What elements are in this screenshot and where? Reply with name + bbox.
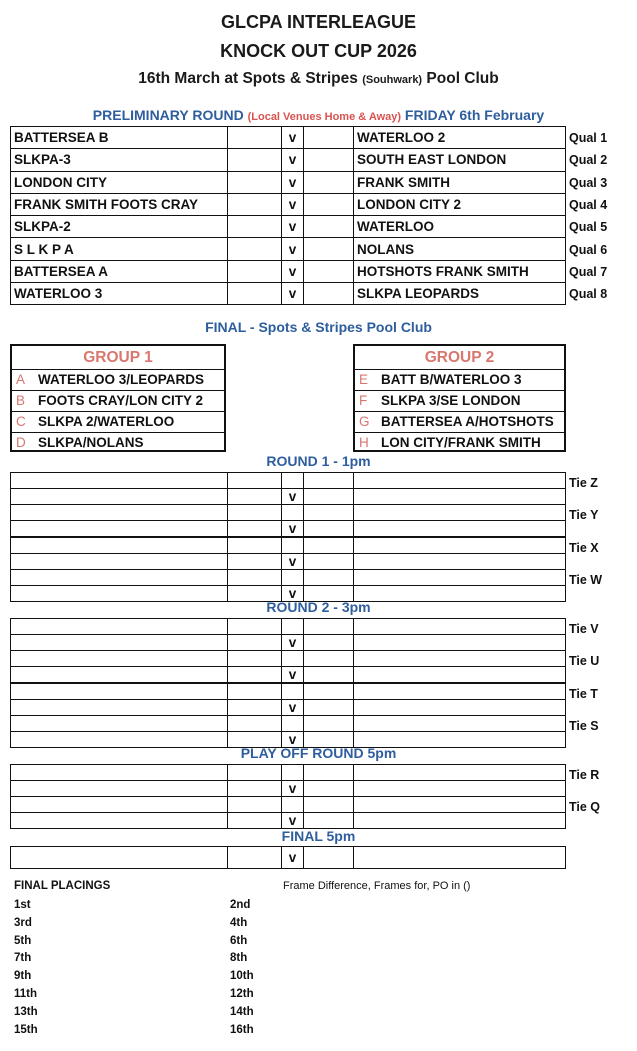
playoff-home-score[interactable] bbox=[228, 781, 282, 797]
playoff-tie-label: Tie R bbox=[569, 768, 600, 782]
placing-left: 11th bbox=[14, 988, 38, 1000]
group2-row-team: BATTERSEA A/HOTSHOTS bbox=[381, 414, 554, 429]
group2-row bbox=[355, 370, 564, 391]
round-2-away-score[interactable] bbox=[304, 683, 354, 699]
round-1-title: ROUND 1 - 1pm bbox=[266, 453, 371, 469]
preliminary-title-date: FRIDAY 6th February bbox=[404, 107, 545, 123]
playoff-home-cell[interactable] bbox=[11, 781, 228, 797]
round-2-vs bbox=[282, 619, 304, 635]
group1-row-letter: D bbox=[16, 435, 26, 450]
round-1-home-score[interactable] bbox=[228, 569, 282, 585]
round-1-fixture-row bbox=[11, 553, 566, 569]
preliminary-away-team: FRANK SMITH bbox=[354, 171, 566, 193]
playoff-home-cell[interactable] bbox=[11, 765, 228, 781]
group1-row-letter: A bbox=[16, 372, 26, 387]
round-2-home-cell[interactable] bbox=[11, 635, 228, 651]
preliminary-home-score[interactable] bbox=[228, 216, 282, 238]
preliminary-home-score[interactable] bbox=[228, 127, 282, 149]
round-2-away-score[interactable] bbox=[304, 715, 354, 731]
preliminary-vs: v bbox=[282, 149, 304, 171]
playoff-fixture-row bbox=[11, 765, 566, 781]
round-1-home-score[interactable] bbox=[228, 505, 282, 521]
round-1-vs bbox=[282, 473, 304, 489]
playoff-home-cell[interactable] bbox=[11, 797, 228, 813]
round-1-away-score[interactable] bbox=[304, 569, 354, 585]
playoff-home-cell[interactable] bbox=[11, 813, 228, 829]
round-2-fixture-row bbox=[11, 619, 566, 635]
preliminary-home-team: BATTERSEA A bbox=[11, 260, 228, 282]
preliminary-away-team: LONDON CITY 2 bbox=[354, 193, 566, 215]
playoff-home-score[interactable] bbox=[228, 765, 282, 781]
preliminary-home-team: SLKPA-3 bbox=[11, 149, 228, 171]
preliminary-row bbox=[11, 193, 566, 215]
placing-left: 15th bbox=[14, 1023, 38, 1036]
final-venue-title: FINAL - Spots & Stripes Pool Club bbox=[205, 319, 432, 335]
placing-right: 2nd bbox=[230, 899, 251, 911]
placing-right: 14th bbox=[230, 1005, 254, 1018]
round-1-tie-label: Tie Z bbox=[569, 476, 598, 490]
final-table bbox=[10, 846, 566, 869]
final-vs: v bbox=[282, 847, 304, 869]
placing-right: 4th bbox=[230, 916, 248, 929]
round-2-fixture-row bbox=[11, 667, 566, 683]
round-1-fixture-row bbox=[11, 489, 566, 505]
final-away-score[interactable] bbox=[304, 847, 354, 869]
round-1-vs bbox=[282, 537, 304, 553]
round-1-away-score[interactable] bbox=[304, 553, 354, 569]
round-2-away-cell[interactable] bbox=[354, 619, 566, 635]
round-2-vs bbox=[282, 651, 304, 667]
preliminary-vs: v bbox=[282, 216, 304, 238]
round-2-fixture-row bbox=[11, 715, 566, 731]
playoff-away-score[interactable] bbox=[304, 781, 354, 797]
round-1-vs: v bbox=[282, 521, 304, 537]
round-2-fixture-row bbox=[11, 699, 566, 715]
playoff-vs: v bbox=[282, 781, 304, 797]
round-2-home-cell[interactable] bbox=[11, 683, 228, 699]
group2-row bbox=[355, 412, 564, 433]
round-1-tie-label: Tie W bbox=[569, 572, 603, 587]
group1-row bbox=[12, 412, 224, 433]
round-2-away-cell[interactable] bbox=[354, 715, 566, 731]
round-2-fixture bbox=[10, 683, 566, 716]
preliminary-vs: v bbox=[282, 283, 304, 305]
round-1-home-score[interactable] bbox=[228, 537, 282, 553]
round-2-away-score[interactable] bbox=[304, 667, 354, 683]
round-1-fixture-row bbox=[11, 521, 566, 537]
header-line-1: GLCPA INTERLEAGUE bbox=[220, 12, 416, 32]
preliminary-vs: v bbox=[282, 171, 304, 193]
round-2-away-cell[interactable] bbox=[354, 635, 566, 651]
group1-row-letter: B bbox=[16, 393, 26, 408]
round-2-away-score[interactable] bbox=[304, 635, 354, 651]
preliminary-home-team: BATTERSEA B bbox=[11, 127, 228, 149]
placing-right: 8th bbox=[230, 952, 248, 965]
playoff-away-cell[interactable] bbox=[354, 765, 566, 781]
group2-row bbox=[355, 433, 564, 453]
placing-left: 7th bbox=[14, 952, 32, 965]
header-line-3 bbox=[0, 70, 637, 88]
qual-label: Qual 1 bbox=[569, 131, 608, 145]
round-1-home-score[interactable] bbox=[228, 521, 282, 537]
final-home-score[interactable] bbox=[228, 847, 282, 869]
round-2-fixture-row bbox=[11, 651, 566, 667]
placings-note: Frame Difference, Frames for, PO in () bbox=[283, 880, 471, 892]
placing-right: 10th bbox=[230, 970, 254, 983]
playoff-title: PLAY OFF ROUND 5pm bbox=[240, 745, 397, 761]
round-1-tie-label: Tie Y bbox=[569, 508, 599, 523]
group-2-title: GROUP 2 bbox=[355, 346, 564, 370]
preliminary-row bbox=[11, 127, 566, 149]
final-title: FINAL 5pm bbox=[281, 828, 356, 844]
round-2-fixture-row bbox=[11, 683, 566, 699]
preliminary-home-score[interactable] bbox=[228, 193, 282, 215]
qual-label: Qual 3 bbox=[569, 175, 608, 190]
qual-label: Qual 8 bbox=[569, 287, 608, 302]
round-1-home-score[interactable] bbox=[228, 489, 282, 505]
group1-row-letter: C bbox=[16, 414, 26, 429]
round-2-vs bbox=[282, 683, 304, 699]
round-2-vs: v bbox=[282, 667, 304, 683]
placing-left: 9th bbox=[14, 970, 32, 983]
preliminary-table bbox=[10, 126, 566, 305]
round-1-away-cell[interactable] bbox=[354, 489, 566, 505]
round-2-home-score[interactable] bbox=[228, 699, 282, 715]
placing-left: 1st bbox=[14, 899, 31, 911]
playoff-away-score[interactable] bbox=[304, 765, 354, 781]
round-2-away-cell[interactable] bbox=[354, 667, 566, 683]
qual-label: Qual 2 bbox=[569, 153, 608, 168]
round-1-vs bbox=[282, 569, 304, 585]
preliminary-row bbox=[11, 260, 566, 282]
playoff-away-score[interactable] bbox=[304, 813, 354, 829]
group1-row bbox=[12, 391, 224, 412]
round-2-fixture bbox=[10, 618, 566, 651]
round-2-tie-label: Tie V bbox=[569, 622, 599, 636]
round-1-vs bbox=[282, 505, 304, 521]
header-line-2: KNOCK OUT CUP 2026 bbox=[220, 41, 417, 61]
preliminary-away-score[interactable] bbox=[304, 149, 354, 171]
preliminary-away-team: NOLANS bbox=[354, 238, 566, 260]
round-2-tie-label: Tie S bbox=[569, 718, 599, 733]
round-2-home-cell[interactable] bbox=[11, 619, 228, 635]
round-1-home-cell[interactable] bbox=[11, 537, 228, 553]
round-2-home-cell[interactable] bbox=[11, 699, 228, 715]
header-venue: 16th March at Spots & Stripes bbox=[138, 70, 358, 87]
preliminary-home-score[interactable] bbox=[228, 149, 282, 171]
round-1-home-cell[interactable] bbox=[11, 473, 228, 489]
round-2-home-score[interactable] bbox=[228, 651, 282, 667]
round-1-away-score[interactable] bbox=[304, 537, 354, 553]
round-2-home-score[interactable] bbox=[228, 683, 282, 699]
preliminary-home-score[interactable] bbox=[228, 283, 282, 305]
preliminary-row bbox=[11, 171, 566, 193]
final-away-cell[interactable] bbox=[354, 847, 566, 869]
preliminary-home-score[interactable] bbox=[228, 260, 282, 282]
qual-label: Qual 5 bbox=[569, 220, 608, 235]
group1-row-team: WATERLOO 3/LEOPARDS bbox=[38, 372, 205, 387]
placings-title: FINAL PLACINGS bbox=[14, 880, 111, 892]
group1-row bbox=[12, 433, 224, 453]
preliminary-away-team: WATERLOO bbox=[354, 216, 566, 238]
round-2-home-cell[interactable] bbox=[11, 667, 228, 683]
round-1-home-cell[interactable] bbox=[11, 505, 228, 521]
round-1-vs: v bbox=[282, 585, 304, 601]
preliminary-home-score[interactable] bbox=[228, 238, 282, 260]
preliminary-vs: v bbox=[282, 260, 304, 282]
round-2-fixture bbox=[10, 650, 566, 683]
round-2-fixture-row bbox=[11, 635, 566, 651]
preliminary-row bbox=[11, 283, 566, 305]
group-1-box bbox=[10, 344, 226, 452]
preliminary-away-team: SOUTH EAST LONDON bbox=[354, 149, 566, 171]
preliminary-away-team: WATERLOO 2 bbox=[354, 127, 566, 149]
playoff-fixture-row bbox=[11, 797, 566, 813]
round-2-home-cell[interactable] bbox=[11, 651, 228, 667]
preliminary-away-score[interactable] bbox=[304, 216, 354, 238]
group2-row-team: BATT B/WATERLOO 3 bbox=[381, 372, 522, 387]
group2-row-letter: E bbox=[359, 372, 369, 387]
preliminary-vs: v bbox=[282, 238, 304, 260]
preliminary-title bbox=[0, 107, 637, 123]
preliminary-away-score[interactable] bbox=[304, 283, 354, 305]
round-1-fixture-row bbox=[11, 537, 566, 553]
round-2-home-score[interactable] bbox=[228, 715, 282, 731]
group1-row-team: FOOTS CRAY/LON CITY 2 bbox=[38, 393, 204, 408]
playoff-home-score[interactable] bbox=[228, 797, 282, 813]
preliminary-home-team: S L K P A bbox=[11, 238, 228, 260]
round-1-fixture-row bbox=[11, 505, 566, 521]
playoff-away-cell[interactable] bbox=[354, 781, 566, 797]
placing-right: 12th bbox=[230, 988, 254, 1000]
round-1-away-cell[interactable] bbox=[354, 537, 566, 553]
playoff-fixture-row bbox=[11, 813, 566, 829]
round-1-away-cell[interactable] bbox=[354, 505, 566, 521]
preliminary-row bbox=[11, 216, 566, 238]
preliminary-home-score[interactable] bbox=[228, 171, 282, 193]
preliminary-away-score[interactable] bbox=[304, 127, 354, 149]
round-2-away-score[interactable] bbox=[304, 699, 354, 715]
placing-right: 16th bbox=[230, 1023, 254, 1036]
round-1-away-cell[interactable] bbox=[354, 553, 566, 569]
round-1-fixture-row bbox=[11, 473, 566, 489]
preliminary-row bbox=[11, 238, 566, 260]
final-home-cell[interactable] bbox=[11, 847, 228, 869]
round-1-home-cell[interactable] bbox=[11, 521, 228, 537]
round-1-fixture bbox=[10, 537, 566, 570]
preliminary-away-score[interactable] bbox=[304, 238, 354, 260]
placing-right: 6th bbox=[230, 934, 248, 947]
round-1-home-cell[interactable] bbox=[11, 569, 228, 585]
placing-left: 3rd bbox=[14, 916, 32, 929]
playoff-away-cell[interactable] bbox=[354, 797, 566, 813]
preliminary-home-team: SLKPA-2 bbox=[11, 216, 228, 238]
playoff-fixture bbox=[10, 764, 566, 797]
round-2-away-cell[interactable] bbox=[354, 651, 566, 667]
round-2-home-score[interactable] bbox=[228, 667, 282, 683]
round-2-fixture bbox=[10, 715, 566, 748]
qual-label: Qual 6 bbox=[569, 242, 608, 257]
placing-left: 13th bbox=[14, 1005, 38, 1018]
playoff-away-cell[interactable] bbox=[354, 813, 566, 829]
group1-row-team: SLKPA 2/WATERLOO bbox=[38, 414, 175, 429]
round-1-home-score[interactable] bbox=[228, 473, 282, 489]
playoff-vs: v bbox=[282, 813, 304, 829]
round-1-fixture bbox=[10, 472, 566, 505]
group2-row-letter: F bbox=[359, 393, 368, 408]
round-1-tie-label: Tie X bbox=[569, 540, 599, 555]
round-2-tie-label: Tie T bbox=[569, 686, 598, 701]
preliminary-away-team: SLKPA LEOPARDS bbox=[354, 283, 566, 305]
playoff-away-score[interactable] bbox=[304, 797, 354, 813]
preliminary-title-note: (Local Venues Home & Away) bbox=[247, 111, 402, 123]
round-2-away-score[interactable] bbox=[304, 619, 354, 635]
group2-row-letter: G bbox=[359, 414, 370, 429]
round-1-home-cell[interactable] bbox=[11, 489, 228, 505]
round-2-vs bbox=[282, 715, 304, 731]
header-club: Pool Club bbox=[426, 70, 499, 87]
group2-row-team: SLKPA 3/SE LONDON bbox=[381, 393, 521, 408]
preliminary-home-team: FRANK SMITH FOOTS CRAY bbox=[11, 193, 228, 215]
playoff-home-score[interactable] bbox=[228, 813, 282, 829]
round-1-fixture bbox=[10, 569, 566, 602]
round-1-home-score[interactable] bbox=[228, 553, 282, 569]
preliminary-away-score[interactable] bbox=[304, 193, 354, 215]
group1-row bbox=[12, 370, 224, 391]
preliminary-away-score[interactable] bbox=[304, 260, 354, 282]
playoff-fixture-row bbox=[11, 781, 566, 797]
round-1-fixture bbox=[10, 504, 566, 537]
round-2-vs: v bbox=[282, 731, 304, 747]
playoff-vs bbox=[282, 765, 304, 781]
preliminary-home-team: WATERLOO 3 bbox=[11, 283, 228, 305]
playoff-tie-label: Tie Q bbox=[569, 800, 601, 815]
round-2-away-cell[interactable] bbox=[354, 683, 566, 699]
group1-row-team: SLKPA/NOLANS bbox=[38, 435, 144, 450]
round-1-away-score[interactable] bbox=[304, 489, 354, 505]
round-2-home-score[interactable] bbox=[228, 619, 282, 635]
round-2-away-score[interactable] bbox=[304, 651, 354, 667]
preliminary-row bbox=[11, 149, 566, 171]
group2-row-team: LON CITY/FRANK SMITH bbox=[381, 435, 541, 450]
round-1-vs: v bbox=[282, 553, 304, 569]
playoff-fixture bbox=[10, 796, 566, 829]
round-1-away-score[interactable] bbox=[304, 521, 354, 537]
header-area: (Souhwark) bbox=[362, 74, 423, 86]
preliminary-vs: v bbox=[282, 193, 304, 215]
group-1-title: GROUP 1 bbox=[12, 346, 224, 370]
group2-row-letter: H bbox=[359, 435, 369, 450]
round-2-away-cell[interactable] bbox=[354, 699, 566, 715]
group-2-box bbox=[353, 344, 566, 452]
round-2-vs: v bbox=[282, 699, 304, 715]
round-1-away-cell[interactable] bbox=[354, 521, 566, 537]
round-1-away-cell[interactable] bbox=[354, 569, 566, 585]
round-1-away-score[interactable] bbox=[304, 473, 354, 489]
preliminary-away-score[interactable] bbox=[304, 171, 354, 193]
round-1-fixture-row bbox=[11, 569, 566, 585]
round-1-away-score[interactable] bbox=[304, 505, 354, 521]
qual-label: Qual 4 bbox=[569, 197, 608, 212]
placing-left: 5th bbox=[14, 934, 32, 947]
round-1-vs: v bbox=[282, 489, 304, 505]
round-2-title: ROUND 2 - 3pm bbox=[266, 599, 371, 615]
playoff-vs bbox=[282, 797, 304, 813]
qual-label: Qual 7 bbox=[569, 264, 608, 279]
preliminary-home-team: LONDON CITY bbox=[11, 171, 228, 193]
round-2-home-cell[interactable] bbox=[11, 715, 228, 731]
group2-row bbox=[355, 391, 564, 412]
preliminary-title-main: PRELIMINARY ROUND bbox=[92, 107, 244, 123]
round-1-away-cell[interactable] bbox=[354, 473, 566, 489]
preliminary-away-team: HOTSHOTS FRANK SMITH bbox=[354, 260, 566, 282]
round-2-tie-label: Tie U bbox=[569, 654, 600, 669]
round-1-home-cell[interactable] bbox=[11, 553, 228, 569]
preliminary-vs: v bbox=[282, 127, 304, 149]
round-2-home-score[interactable] bbox=[228, 635, 282, 651]
round-2-vs: v bbox=[282, 635, 304, 651]
